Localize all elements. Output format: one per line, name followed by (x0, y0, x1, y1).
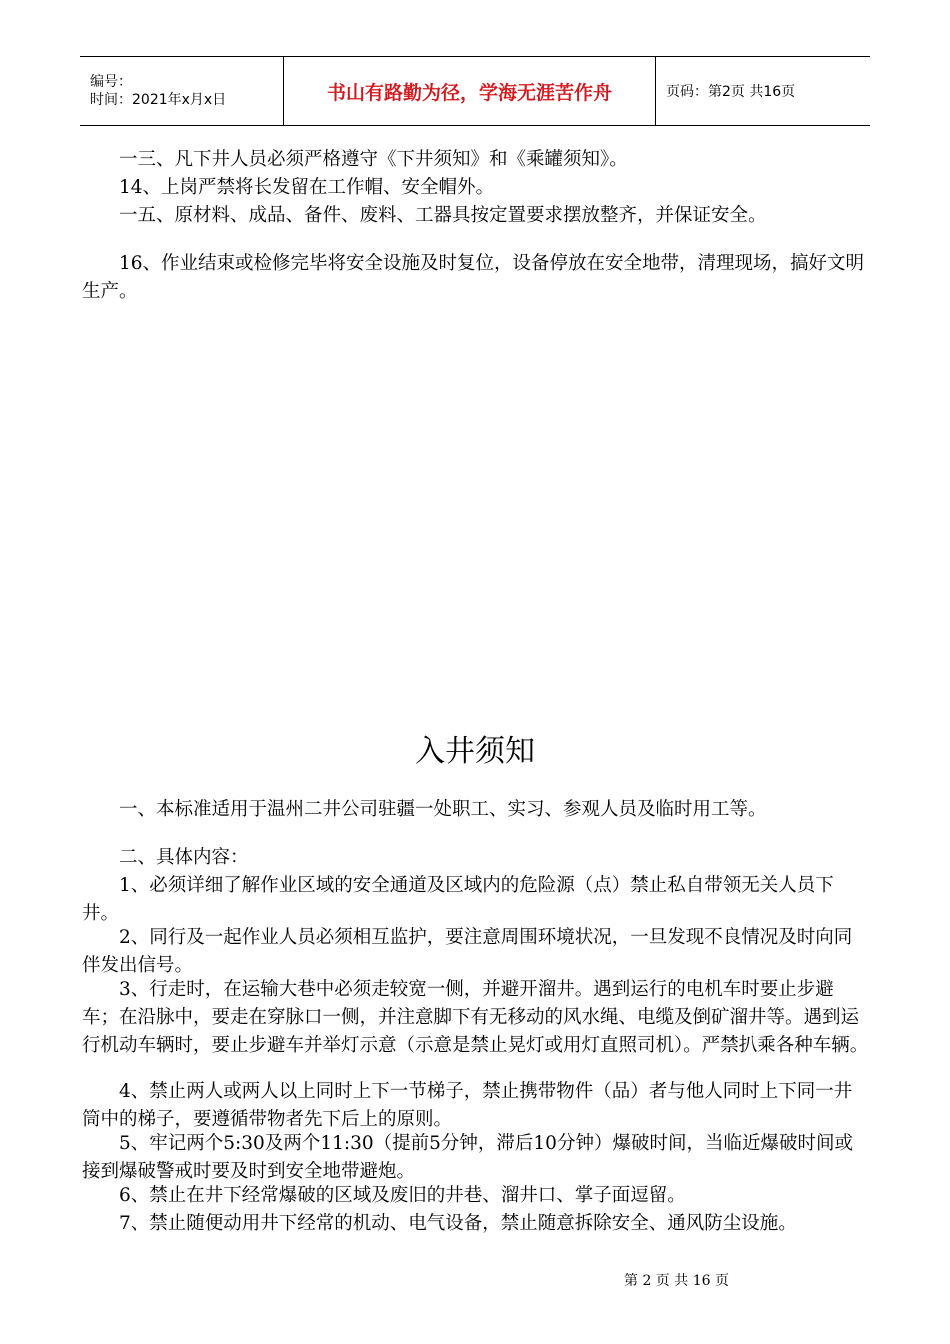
section-title: 入井须知 (415, 734, 535, 769)
paragraph-item-1: 1、必须详细了解作业区域的安全通道及区域内的危险源（点）禁止私自带领无关人员下井。 (82, 875, 834, 924)
header-motto: 书山有路勤为径，学海无涯苦作舟 (283, 57, 656, 125)
page-header (80, 56, 870, 126)
header-meta (80, 57, 283, 125)
paragraph-scope: 一、本标准适用于温州二井公司驻疆一处职工、实习、参观人员及临时用工等。 (119, 799, 767, 820)
paragraph-item-4: 4、禁止两人或两人以上同时上下一节梯子，禁止携带物件（品）者与他人同时上下同一井筒中的梯子，要遵循带物者先下后上的原则。 (82, 1081, 853, 1130)
paragraph-rule-16: 16、作业结束或检修完毕将安全设施及时复位，设备停放在安全地带，清理现场，搞好文明生产。 (82, 253, 865, 302)
paragraph-item-6: 6、禁止在井下经常爆破的区域及废旧的井巷、溜井口、掌子面逗留。 (119, 1185, 686, 1206)
paragraph-rule-13: 一三、凡下井人员必须严格遵守《下井须知》和《乘罐须知》。 (119, 149, 628, 170)
page-footer: 第 2 页 共 16 页 (624, 1273, 729, 1289)
document-date: 时间：2021年x月x日 (90, 92, 227, 108)
paragraph-item-2: 2、同行及一起作业人员必须相互监护，要注意周围环境状况，一旦发现不良情况及时向同伴发出信号。 (82, 927, 853, 976)
header-page-number: 页码：第2页 共16页 (666, 84, 796, 100)
paragraph-item-7: 7、禁止随便动用井下经常的机动、电气设备，禁止随意拆除安全、通风防尘设施。 (119, 1213, 797, 1234)
paragraph-item-5: 5、牢记两个5:30及两个11:30（提前5分钟，滞后10分钟）爆破时间，当临近爆破时间或接到爆破警戒时要及时到安全地带避炮。 (82, 1133, 853, 1182)
paragraph-rule-15: 一五、原材料、成品、备件、废料、工器具按定置要求摆放整齐，并保证安全。 (119, 205, 767, 226)
document-number-label: 编号： (90, 74, 132, 90)
paragraph-rule-14: 14、上岗严禁将长发留在工作帽、安全帽外。 (119, 177, 495, 198)
paragraph-content-heading: 二、具体内容： (119, 847, 249, 868)
paragraph-item-3: 3、行走时，在运输大巷中必须走较宽一侧，并避开溜井。遇到运行的电机车时要止步避车；在沿脉中，要走在穿脉口一侧，并注意脚下有无移动的风水绳、电缆及倒矿溜井等。遇到运行机动车辆时，要止步避车并举灯示意（示意是禁止晃灯或用灯直照司机）。严禁扒乘各种车辆。 (82, 979, 869, 1056)
